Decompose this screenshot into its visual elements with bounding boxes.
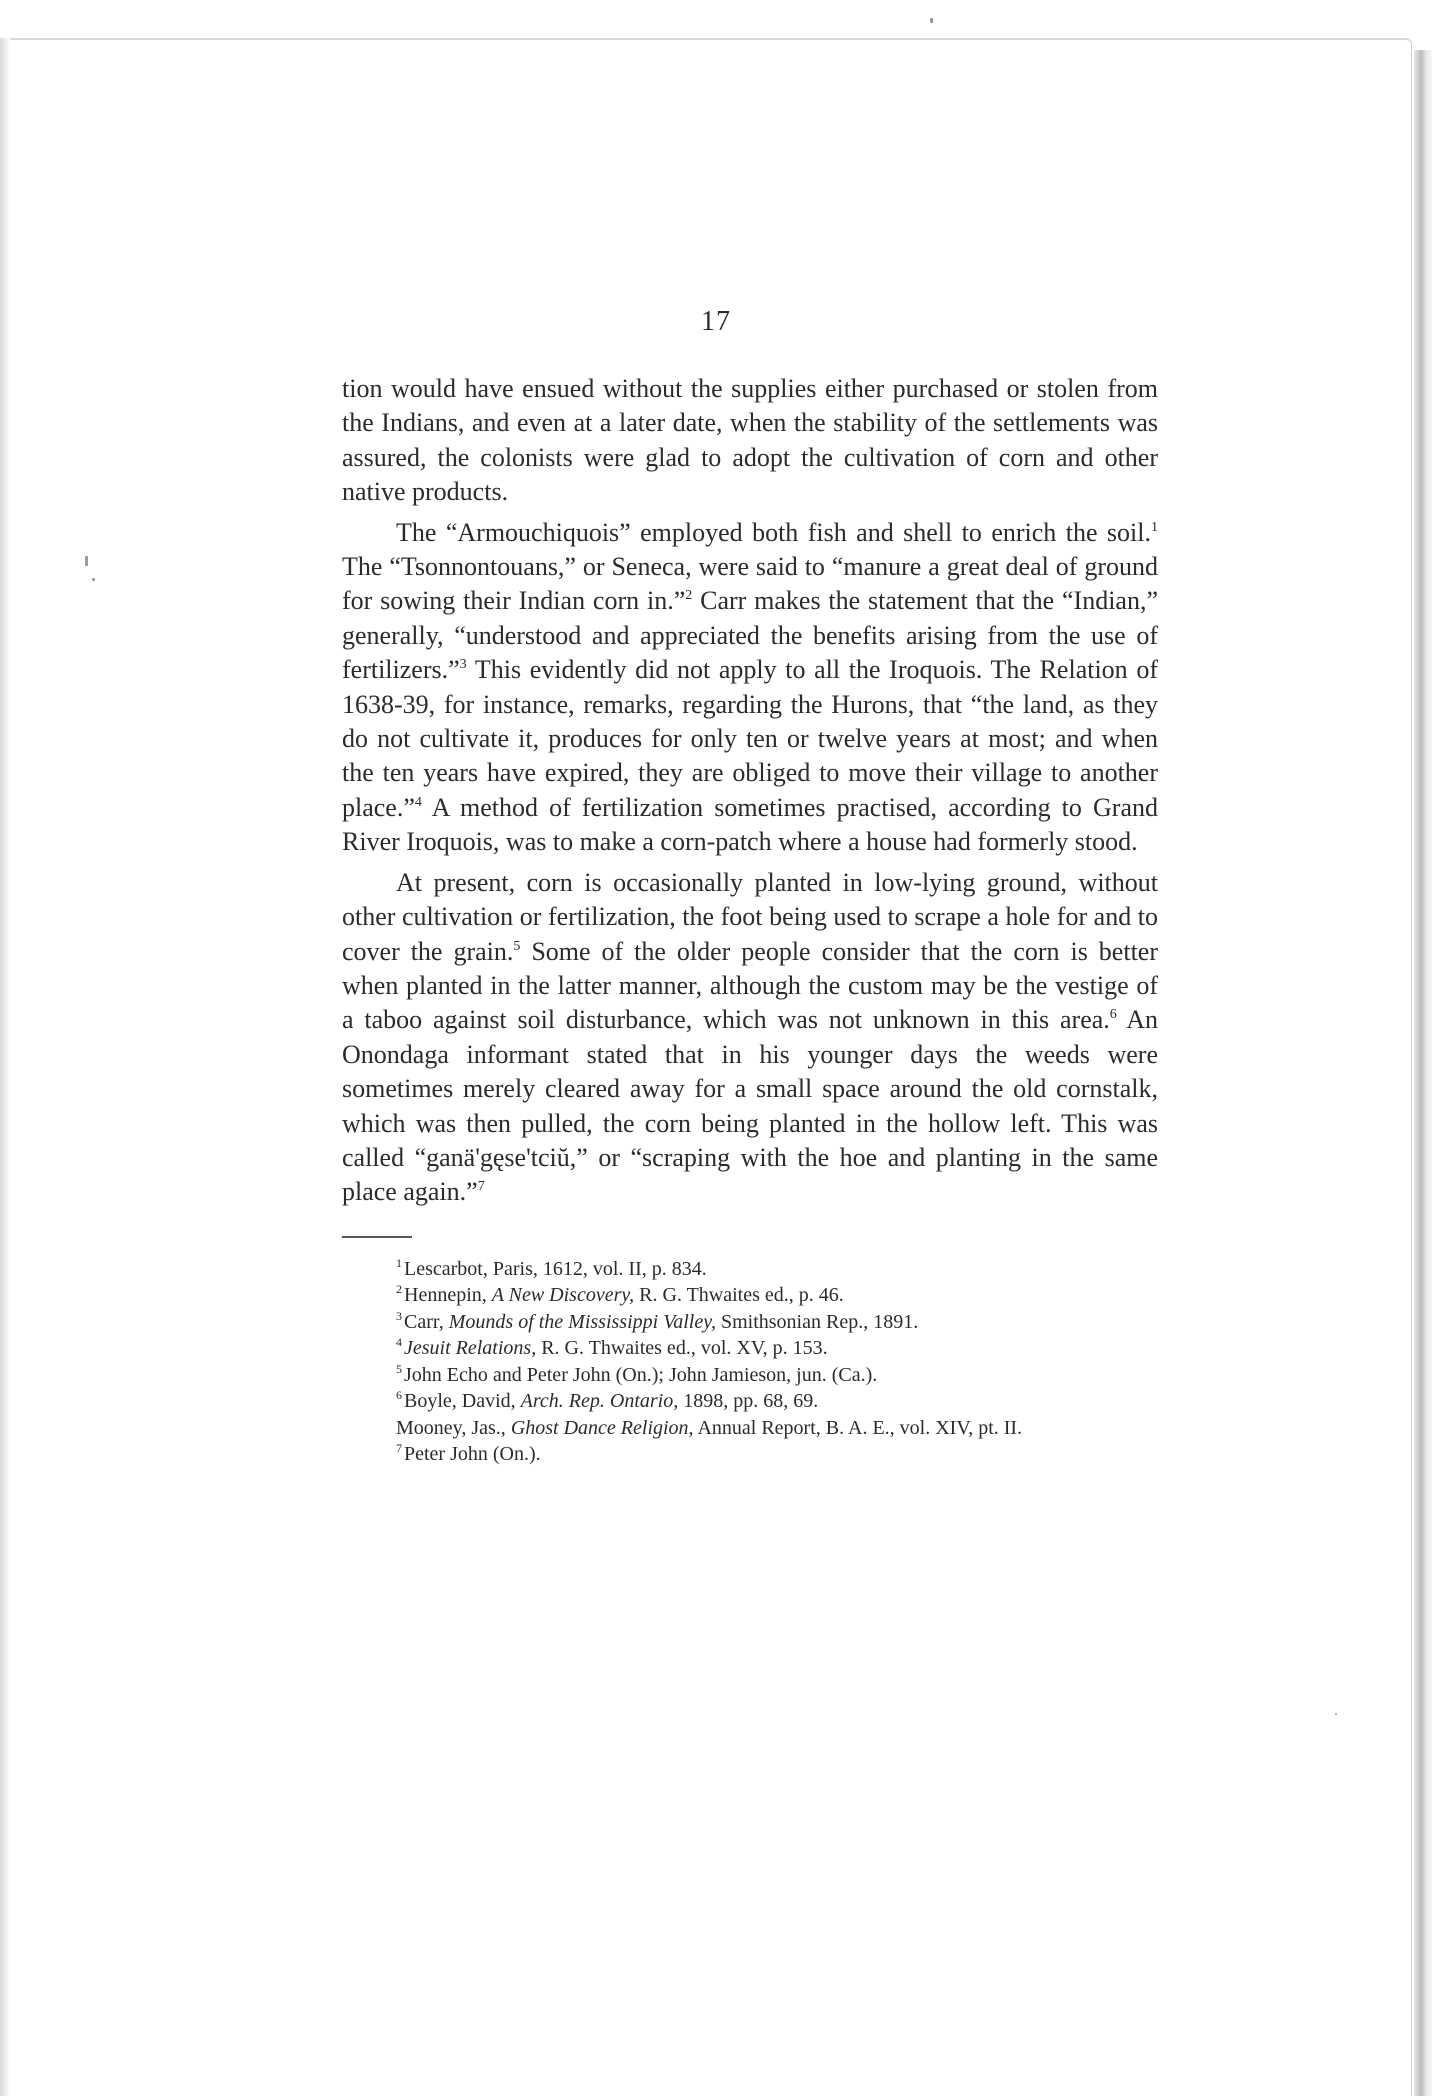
scan-speck bbox=[85, 556, 88, 566]
text-run: Hennepin, bbox=[404, 1284, 492, 1307]
article-body bbox=[342, 372, 1158, 1468]
footnote bbox=[342, 1256, 1158, 1283]
footnote-marker: 6 bbox=[1109, 1007, 1117, 1023]
footnote-rule bbox=[342, 1236, 412, 1238]
text-run: 1898, pp. 68, 69. bbox=[678, 1390, 819, 1413]
text-run: A method of fertilization sometimes practised, according to Grand River Iroquois, was to make a corn-patch where a house had formerly stood. bbox=[342, 792, 1158, 857]
footnote-marker: 3 bbox=[396, 1308, 402, 1323]
text-run: Boyle, David, bbox=[404, 1390, 521, 1413]
text-run: Annual Report, B. A. E., vol. XIV, pt. II. bbox=[693, 1416, 1023, 1439]
footnotes bbox=[342, 1256, 1158, 1468]
footnote-marker: 4 bbox=[414, 794, 422, 810]
italic-title: Arch. Rep. Ontario, bbox=[520, 1390, 679, 1413]
body-paragraph bbox=[342, 866, 1158, 1210]
footnote-marker: 6 bbox=[396, 1388, 402, 1403]
text-run: This evidently did not apply to all the Iroquois. The Relation of 1638-39, for instance, remarks, regarding the Hurons, that “the land, as they do not cultivate it, produces for only ten or twelve years at most; and when the ten years have expired, they are obliged to move their village to another place.” bbox=[342, 655, 1158, 822]
footnote-marker: 5 bbox=[513, 938, 521, 954]
scan-speck bbox=[930, 18, 933, 23]
body-paragraph bbox=[342, 516, 1158, 860]
text-run: John Echo and Peter John (On.); John Jamieson, jun. (Ca.). bbox=[404, 1363, 878, 1386]
italic-title: Jesuit Relations, bbox=[404, 1337, 537, 1360]
italic-title: A New Discovery, bbox=[491, 1284, 635, 1307]
scan-speck bbox=[1335, 1713, 1337, 1715]
footnote-marker: 3 bbox=[459, 657, 467, 673]
footnote-marker: 2 bbox=[396, 1282, 402, 1297]
scan-speck bbox=[92, 578, 95, 581]
page-number: 17 bbox=[701, 306, 731, 337]
footnote-marker: 4 bbox=[396, 1335, 402, 1350]
text-run: Some of the older people consider that the corn is better when planted in the latter manner, although the custom may be the vestige of a taboo against soil disturbance, which was not unknown in this area. bbox=[342, 936, 1158, 1035]
italic-title: Mounds of the Mississippi Valley, bbox=[448, 1310, 716, 1333]
footnote-marker: 1 bbox=[396, 1255, 402, 1270]
text-run: Mooney, Jas., bbox=[396, 1416, 511, 1439]
page-gutter-shadow bbox=[0, 38, 10, 2096]
italic-title: Ghost Dance Religion, bbox=[510, 1416, 694, 1439]
footnote-marker: 7 bbox=[477, 1179, 485, 1195]
text-run: At present, corn is occasionally planted in low-lying ground, without other cultivation or fertilization, the foot being used to scrape a hole for and to cover the grain. bbox=[342, 867, 1158, 966]
footnote bbox=[342, 1388, 1158, 1415]
page-edge bbox=[1414, 50, 1432, 2096]
footnote-marker: 7 bbox=[396, 1441, 402, 1456]
text-run: An Onondaga informant stated that in his younger days the weeds were sometimes merely cleared away for a small space around the old cornstalk, which was then pulled, the corn being planted in the hollow left. This was called “ganä'gęse'tciŭ,” or “scraping with the hoe and planting in the same place again.” bbox=[342, 1005, 1158, 1207]
footnote bbox=[342, 1335, 1158, 1362]
text-run: The “Tsonnontouans,” or Seneca, were said to “manure a great deal of ground for sowing their Indian corn in.” bbox=[342, 552, 1158, 616]
footnote bbox=[342, 1282, 1158, 1309]
text-run: The “Armouchiquois” employed both fish and shell to enrich the soil. bbox=[396, 517, 1151, 547]
footnote-marker: 1 bbox=[1151, 519, 1158, 535]
text-run: Smithsonian Rep., 1891. bbox=[715, 1310, 919, 1333]
footnote bbox=[342, 1309, 1158, 1336]
text-run: R. G. Thwaites ed., p. 46. bbox=[634, 1284, 844, 1307]
body-paragraphs bbox=[342, 372, 1158, 1210]
text-run: R. G. Thwaites ed., vol. XV, p. 153. bbox=[536, 1337, 828, 1360]
footnote-marker: 2 bbox=[685, 588, 693, 604]
text-run: Peter John (On.). bbox=[404, 1443, 541, 1466]
footnote bbox=[342, 1441, 1158, 1468]
footnote bbox=[342, 1362, 1158, 1389]
footnote-continuation bbox=[342, 1415, 1158, 1442]
text-run: tion would have ensued without the supplies either purchased or stolen from the Indians, and even at a later date, when the stability of the settlements was assured, the colonists were glad to adopt the cultivation of corn and other native products. bbox=[342, 374, 1158, 507]
text-run: Carr makes the statement that the “Indian,” generally, “understood and appreciated the benefits arising from the use of fertilizers.” bbox=[342, 586, 1158, 685]
text-run: Lescarbot, Paris, 1612, vol. II, p. 834. bbox=[404, 1257, 707, 1280]
text-run: Carr, bbox=[404, 1310, 449, 1333]
body-paragraph bbox=[342, 372, 1158, 510]
footnote-marker: 5 bbox=[396, 1361, 402, 1376]
